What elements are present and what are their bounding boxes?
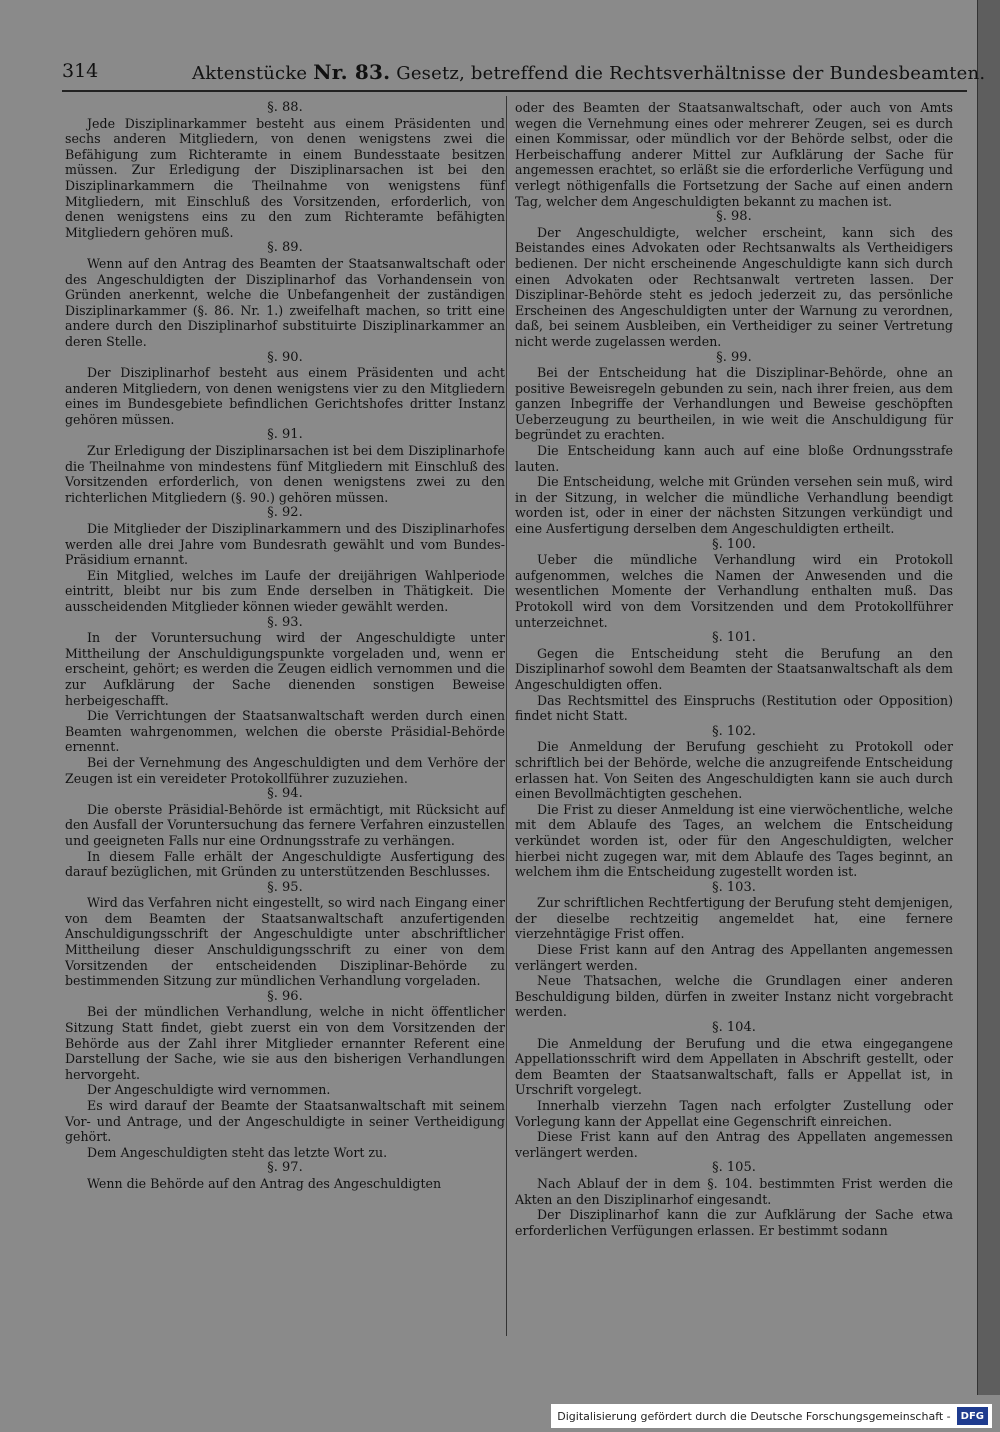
page-number: 314 (62, 60, 99, 82)
running-title (192, 60, 986, 84)
section-heading: §. 104. (712, 1020, 756, 1036)
document-number: Nr. 83. (313, 60, 391, 84)
running-title-text: Gesetz, betreffend die Rechtsverhältnisse der Bundesbeamten. (396, 63, 986, 84)
digitization-footer (551, 1404, 992, 1428)
section-heading: §. 102. (712, 723, 756, 739)
section (65, 505, 505, 614)
section-paragraph: Die Entscheidung, welche mit Gründen versehen sein muß, wird in der Sitzung, in welcher die mündliche Verhandlung beendigt worden ist, oder in einer der nächsten Sitzungen verkündigt und eine Ausfertigung derselben dem Angeschuldigten ertheilt. (515, 474, 953, 537)
section (65, 350, 505, 428)
section-heading: §. 96. (267, 988, 303, 1004)
section-paragraph: Bei der mündlichen Verhandlung, welche in nicht öffentlicher Sitzung Statt findet, giebt zuerst ein von dem Vorsitzenden der Behörde aus der Zahl ihrer Mitglieder ernannter Referent eine Darstellung der Sache, wie sie aus den bisherigen Verhandlungen hervorgeht. (65, 1004, 505, 1082)
section (515, 209, 953, 349)
section-paragraph: Nach Ablauf der in dem §. 104. bestimmten Frist werden die Akten an den Disziplinarhof eingesandt. (515, 1175, 953, 1207)
left-column (65, 100, 505, 1192)
section-heading: §. 93. (267, 614, 303, 630)
section-paragraph: Bei der Entscheidung hat die Disziplinar-Behörde, ohne an positive Beweisregeln gebunden zu sein, nach ihrer freien, aus dem ganzen Inbegriffe der Verhandlungen und Beweise geschöpften Ueberzeugung zu beurtheilen, in wie weit die Anschuldigung für begründet zu erachten. (515, 365, 953, 443)
footer-text: Digitalisierung gefördert durch die Deutsche Forschungsgemeinschaft - (557, 1409, 951, 1423)
section-paragraph: Zur schriftlichen Rechtfertigung der Berufung steht demjenigen, der dieselbe rechtzeitig angemeldet hat, eine fernere vierzehntägige Frist offen. (515, 895, 953, 942)
section (65, 880, 505, 989)
section-heading: §. 98. (716, 209, 752, 225)
right-column (515, 100, 953, 1238)
header-rule (62, 90, 967, 92)
section (65, 786, 505, 880)
section-paragraph: Die oberste Präsidial-Behörde ist ermächtigt, mit Rücksicht auf den Ausfall der Voruntersuchung das fernere Verfahren einzustellen und geeigneten Falls nur eine Ordnungsstrafe zu verhängen. (65, 801, 505, 848)
section-paragraph: Die Mitglieder der Disziplinarkammern und des Disziplinarhofes werden alle drei Jahre vom Bundesrath gewählt und vom Bundes-Präsidium ernannt. (65, 521, 505, 568)
section (65, 240, 505, 349)
section-heading: §. 95. (267, 879, 303, 895)
section-paragraph: Die Frist zu dieser Anmeldung ist eine vierwöchentliche, welche mit dem Ablaufe des Tages, an welchem die Entscheidung verkündet worden ist, oder für den Angeschuldigten, welcher hierbei nicht zugegen war, mit dem Ablaufe des Tages beginnt, an welchem ihm die Entscheidung zugestellt worden ist. (515, 801, 953, 880)
section-heading: §. 92. (267, 505, 303, 521)
section (515, 880, 953, 1020)
section-paragraph: Die Entscheidung kann auch auf eine bloße Ordnungsstrafe lauten. (515, 443, 953, 474)
section (515, 630, 953, 724)
section-paragraph: Jede Disziplinarkammer besteht aus einem Präsidenten und sechs anderen Mitgliedern, von denen wenigstens zwei die Befähigung zum Richteramte in einem Bundesstaate besitzen müssen. Zur Erledigung der Disziplinarsachen ist bei den Disziplinarkammern die Theilnahme von wenigstens fünf Mitgliedern, mit Einschluß des Vorsitzenden, erforderlich, von denen wenigstens eins zu den zum Richteramte befähigten Mitgliedern gehören muß. (65, 115, 505, 240)
column-divider (506, 96, 507, 1336)
section-paragraph: Wenn auf den Antrag des Beamten der Staatsanwaltschaft oder des Angeschuldigten der Disziplinarhof das Vorhandensein von Gründen anerkennt, welche die Unbefangenheit der zuständigen Disziplinarkammer (§. 86. Nr. 1.) zweifelhaft machen, so tritt eine andere durch den Disziplinarhof substituirte Disziplinarkammer an deren Stelle. (65, 255, 505, 349)
section-paragraph: Die Anmeldung der Berufung geschieht zu Protokoll oder schriftlich bei der Behörde, welche die anzugreifende Entscheidung erlassen hat. Von Seiten des Angeschuldigten kann sie auch durch einen Bevollmächtigten geschehen. (515, 739, 953, 802)
section-heading: §. 91. (267, 427, 303, 443)
section-paragraph: In der Voruntersuchung wird der Angeschuldigte unter Mittheilung der Anschuldigungspunkte vorgeladen und, wenn er erscheint, gehört; es werden die Zeugen eidlich vernommen und die zur Aufklärung der Sache dienenden sonstigen Beweise herbeigeschafft. (65, 630, 505, 708)
section-paragraph: Die Anmeldung der Berufung und die etwa eingegangene Appellationsschrift wird dem Appellaten in Abschrift gestellt, oder dem Beamten der Staatsanwaltschaft, falls er Appellat ist, in Urschrift vorgelegt. (515, 1035, 953, 1098)
section-paragraph: Ueber die mündliche Verhandlung wird ein Protokoll aufgenommen, welches die Namen der Anwesenden und die wesentlichen Momente der Verhandlung enthalten muß. Das Protokoll wird von dem Vorsitzenden und dem Protokollführer unterzeichnet. (515, 552, 953, 630)
section-paragraph: Der Angeschuldigte wird vernommen. (87, 1082, 331, 1098)
section-paragraph: Innerhalb vierzehn Tagen nach erfolgter Zustellung oder Vorlegung kann der Appellat eine Gegenschrift einreichen. (515, 1098, 953, 1129)
section (515, 1020, 953, 1160)
section (515, 350, 953, 537)
section-heading: §. 94. (267, 786, 303, 802)
section (65, 427, 505, 505)
section-paragraph: Ein Mitglied, welches im Laufe der dreijährigen Wahlperiode eintritt, bleibt nur bis zum Ende derselben in Thätigkeit. Die ausscheidenden Mitglieder können wieder gewählt werden. (65, 567, 505, 614)
section (515, 724, 953, 880)
section-paragraph: Wenn die Behörde auf den Antrag des Angeschuldigten (87, 1175, 442, 1191)
section-paragraph: Zur Erledigung der Disziplinarsachen ist bei dem Disziplinarhofe die Theilnahme von mindestens fünf Mitgliedern mit Einschluß des Vorsitzenden erforderlich, von denen wenigstens zwei zu den richterlichen Mitgliedern (§. 90.) gehören müssen. (65, 443, 505, 505)
section-heading: §. 97. (267, 1160, 303, 1176)
section-paragraph: Neue Thatsachen, welche die Grundlagen einer anderen Beschuldigung bilden, dürfen in zweiter Instanz nicht vorgebracht werden. (515, 973, 953, 1020)
section-heading: §. 103. (712, 879, 756, 895)
section-paragraph: In diesem Falle erhält der Angeschuldigte Ausfertigung des darauf bezüglichen, mit Gründen zu unterstützenden Beschlusses. (65, 848, 505, 880)
section-paragraph: oder des Beamten der Staatsanwaltschaft, oder auch von Amts wegen die Vernehmung eines oder mehrerer Zeugen, sei es durch einen Kommissar, oder mündlich vor der Behörde selbst, oder die Herbeischaffung anderer Mittel zur Aufklärung der Sache für angemessen erachtet, so erläßt sie die erforderliche Verfügung und verlegt nöthigenfalls die Fortsetzung der Sache auf einen andern Tag, welcher dem Angeschuldigten bekannt zu machen ist. (515, 100, 953, 209)
section-paragraph: Bei der Vernehmung des Angeschuldigten und dem Verhöre der Zeugen ist ein vereideter Protokollführer zuzuziehen. (65, 754, 505, 786)
section-paragraph: Der Disziplinarhof besteht aus einem Präsidenten und acht anderen Mitgliedern, von denen wenigstens vier zu den Mitgliedern eines im Bundesgebiete befindlichen Gerichtshofes dritter Instanz gehören müssen. (65, 365, 505, 427)
running-title-prefix: Aktenstücke (192, 63, 308, 84)
section-heading: §. 105. (712, 1160, 756, 1176)
section (65, 1160, 505, 1191)
section-paragraph: Gegen die Entscheidung steht die Berufung an den Disziplinarhof sowohl dem Beamten der Staatsanwaltschaft als dem Angeschuldigten offen. (515, 645, 953, 692)
section-paragraph: Diese Frist kann auf den Antrag des Appellaten angemessen verlängert werden. (515, 1129, 953, 1160)
section-heading: §. 99. (716, 349, 752, 365)
section-heading: §. 100. (712, 536, 756, 552)
section (65, 615, 505, 787)
section-paragraph: Das Rechtsmittel des Einspruchs (Restitution oder Opposition) findet nicht Statt. (515, 692, 953, 724)
section-heading: §. 89. (267, 240, 303, 256)
section (515, 537, 953, 631)
section-paragraph: Wird das Verfahren nicht eingestellt, so wird nach Eingang einer von dem Beamten der Staatsanwaltschaft anzufertigenden Anschuldigungsschrift der Angeschuldigte unter abschriftlicher Mittheilung dieser Anschuldigungsschrift zu einer von dem Vorsitzenden der entscheidenden Disziplinar-Behörde zu bestimmenden Sitzung zur mündlichen Verhandlung vorgeladen. (65, 895, 505, 989)
dfg-logo: DFG (957, 1407, 988, 1425)
section (65, 100, 505, 240)
section-paragraph: Es wird darauf der Beamte der Staatsanwaltschaft mit seinem Vor- und Antrage, und der Angeschuldigte in seiner Vertheidigung gehört. (65, 1098, 505, 1145)
section-paragraph: Die Verrichtungen der Staatsanwaltschaft werden durch einen Beamten wahrgenommen, welchen die oberste Präsidial-Behörde ernennt. (65, 708, 505, 755)
section-heading: §. 101. (712, 630, 756, 646)
section-paragraph: Diese Frist kann auf den Antrag des Appellanten angemessen verlängert werden. (515, 942, 953, 973)
section (515, 1160, 953, 1238)
page-edge-strip (977, 0, 1000, 1395)
section-heading: §. 88. (267, 100, 303, 115)
page-header (62, 58, 986, 88)
section-heading: §. 90. (267, 349, 303, 365)
section-paragraph: Dem Angeschuldigten steht das letzte Wort zu. (87, 1144, 388, 1160)
section-paragraph: Der Disziplinarhof kann die zur Aufklärung der Sache etwa erforderlichen Verfügungen erlassen. Er bestimmt sodann (515, 1207, 953, 1238)
section-paragraph: Der Angeschuldigte, welcher erscheint, kann sich des Beistandes eines Advokaten oder Rechtsanwalts als Vertheidigers bedienen. Der nicht erscheinende Angeschuldigte kann sich durch einen Advokaten oder Rechtsanwalt vertreten lassen. Der Disziplinar-Behörde steht es jedoch jederzeit zu, das persönliche Erscheinen des Angeschuldigten unter der Warnung zu verordnen, daß, bei seinem Ausbleiben, ein Vertheidiger zu seiner Vertretung nicht werde zugelassen werden. (515, 224, 953, 349)
section (65, 989, 505, 1161)
section (515, 100, 953, 209)
